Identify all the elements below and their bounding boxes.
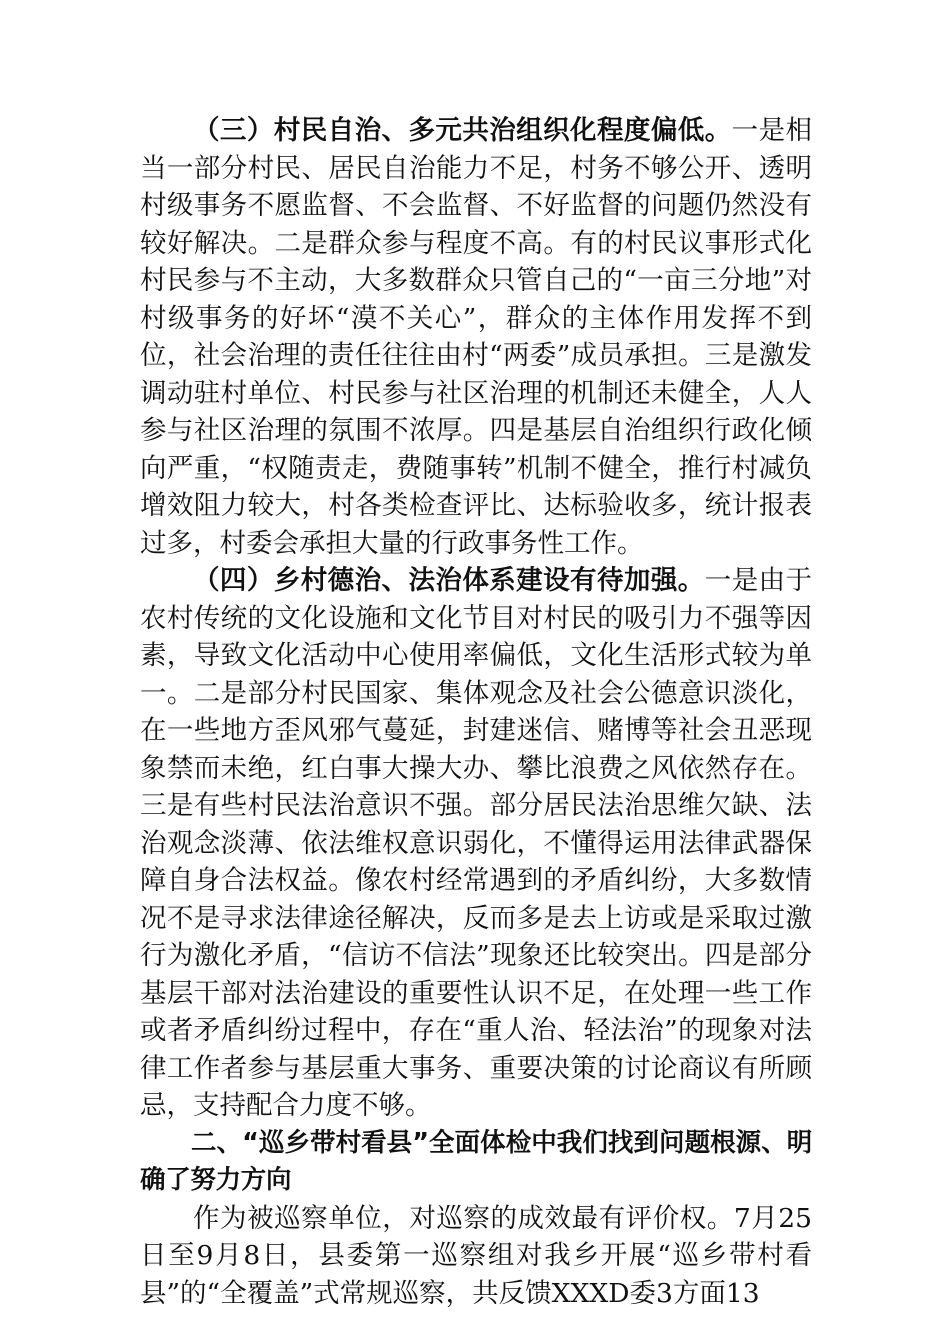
paragraph-village-autonomy	[140, 112, 812, 562]
section-heading-two: 二、“巡乡带村看县”全面体检中我们找到问题根源、明确了努力方向	[140, 1127, 812, 1195]
paragraph-body-four: 一是由于农村传统的文化设施和文化节目对村民的吸引力不强等因素，导致文化活动中心使用率偏低，文化生活形式较为单一。二是部分村民国家、集体观念及社会公德意识淡化，在一些地方歪风邪气蔓延，封建迷信、赌博等社会丑恶现象禁而未绝，红白事大操大办、攀比浪费之风依然存在。三是有些村民法治意识不强。部分居民法治思维欠缺、法治观念淡薄、依法维权意识弱化，不懂得运用法律武器保障自身合法权益。像农村经常遇到的矛盾纠纷，大多数情况不是寻求法律途径解决，反而多是去上访或是采取过激行为激化矛盾，“信访不信法”现象还比较突出。四是部分基层干部对法治建设的重要性认识不足，在处理一些工作或者矛盾纠纷过程中，存在“重人治、轻法治”的现象对法律工作者参与基层重大事务、重要决策的讨论商议有所顾忌，支持配合力度不够。	[140, 565, 813, 1121]
paragraph-lead-three: （三）村民自治、多元共治组织化程度偏低。	[193, 115, 732, 146]
document-body	[140, 112, 812, 1312]
paragraph-rule-of-law	[140, 562, 812, 1125]
paragraph-body-three: 一是相当一部分村民、居民自治能力不足，村务不够公开、透明村级事务不愿监督、不会监督、不好监督的问题仍然没有较好解决。二是群众参与程度不高。有的村民议事形式化村民参与不主动，大多数群众只管自己的“一亩三分地”对村级事务的好坏“漠不关心”，群众的主体作用发挥不到位，社会治理的责任往往由村“两委”成员承担。三是激发调动驻村单位、村民参与社区治理的机制还未健全，人人参与社区治理的氛围不浓厚。四是基层自治组织行政化倾向严重，“权随责走，费随事转”机制不健全，推行村减负增效阻力较大，村各类检查评比、达标验收多，统计报表过多，村委会承担大量的行政事务性工作。	[140, 115, 813, 559]
paragraph-lead-four: （四）乡村德治、法治体系建设有待加强。	[193, 565, 705, 596]
paragraph-inspection-intro: 作为被巡察单位，对巡察的成效最有评价权。7月25日至9月8日，县委第一巡察组对我乡开展“巡乡带村看县”的“全覆盖”式常规巡察，共反馈XXXD委3方面13	[140, 1202, 812, 1309]
